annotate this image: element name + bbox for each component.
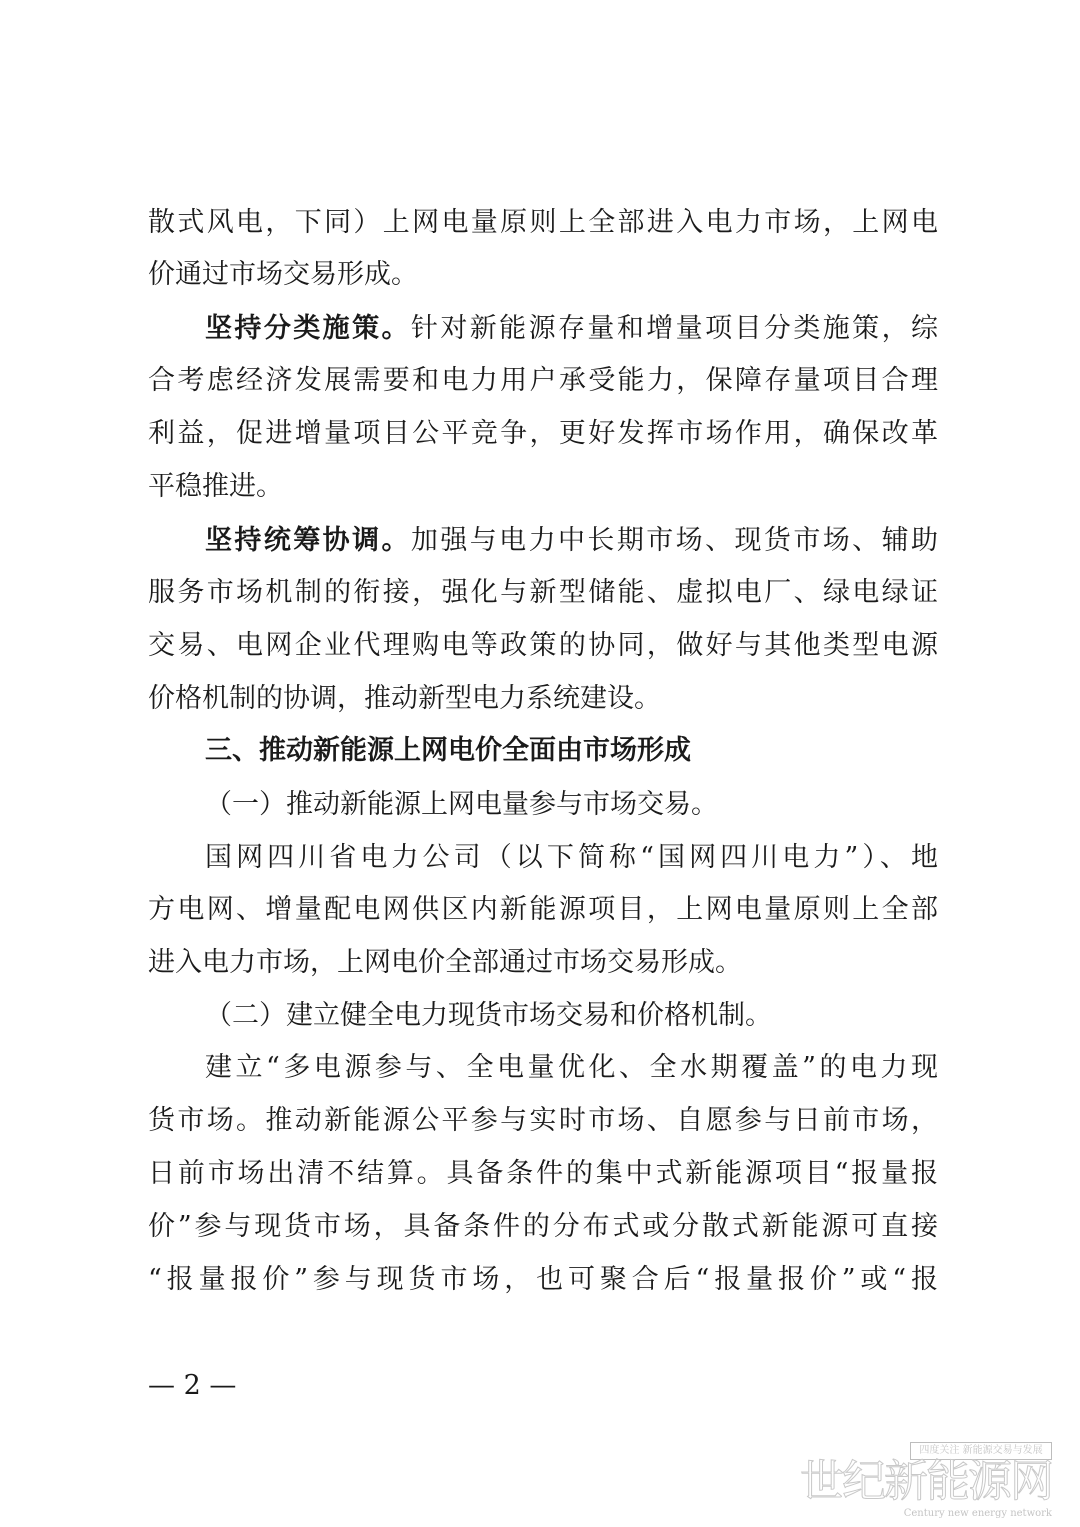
paragraph-line: 价通过市场交易形成。 bbox=[148, 259, 418, 290]
section-heading: 三、推动新能源上网电价全面由市场形成 bbox=[205, 735, 691, 766]
paragraph-line: 货市场。推动新能源公平参与实时市场、自愿参与日前市场， bbox=[148, 1105, 938, 1136]
paragraph-line: 建立“多电源参与、全电量优化、全水期覆盖”的电力现 bbox=[205, 1052, 938, 1083]
subsection-heading: （二）建立健全电力现货市场交易和价格机制。 bbox=[205, 1000, 772, 1031]
paragraph-line: 进入电力市场，上网电价全部通过市场交易形成。 bbox=[148, 947, 742, 978]
principle-heading: 坚持分类施策。 bbox=[205, 313, 411, 344]
watermark-title: 世纪新能源网 bbox=[800, 1456, 1052, 1507]
paragraph-line: 交易、电网企业代理购电等政策的协同，做好与其他类型电源 bbox=[148, 630, 938, 661]
paragraph-line: 坚持统筹协调。加强与电力中长期市场、现货市场、辅助 bbox=[205, 525, 939, 556]
paragraph-line: 价”参与现货市场，具备条件的分布式或分散式新能源可直接 bbox=[148, 1211, 938, 1242]
paragraph-line: 利益，促进增量项目公平竞争，更好发挥市场作用，确保改革 bbox=[148, 418, 938, 449]
paragraph-line: 坚持分类施策。针对新能源存量和增量项目分类施策，综 bbox=[205, 313, 939, 344]
subsection-heading: （一）推动新能源上网电量参与市场交易。 bbox=[205, 789, 718, 820]
watermark-subtitle: Century new energy network bbox=[903, 1508, 1052, 1519]
principle-heading: 坚持统筹协调。 bbox=[205, 525, 411, 556]
paragraph-line: 平稳推进。 bbox=[148, 471, 283, 502]
paragraph-line: 合考虑经济发展需要和电力用户承受能力，保障存量项目合理 bbox=[148, 365, 938, 396]
paragraph-line: 服务市场机制的衔接，强化与新型储能、虚拟电厂、绿电绿证 bbox=[148, 577, 938, 608]
paragraph-line: “报量报价”参与现货市场，也可聚合后“报量报价”或“报 bbox=[148, 1264, 938, 1295]
page-number: — 2 — bbox=[148, 1370, 237, 1401]
paragraph-line: 国网四川省电力公司（以下简称“国网四川电力”）、地 bbox=[205, 842, 938, 873]
watermark-logo bbox=[800, 1442, 1052, 1522]
paragraph-line: 方电网、增量配电网供区内新能源项目，上网电量原则上全部 bbox=[148, 894, 938, 925]
paragraph-line: 日前市场出清不结算。具备条件的集中式新能源项目“报量报 bbox=[148, 1158, 938, 1189]
watermark-tagline: 四度关注 新能源交易与发展 bbox=[910, 1442, 1052, 1460]
paragraph-line: 散式风电，下同）上网电量原则上全部进入电力市场，上网电 bbox=[148, 207, 938, 238]
paragraph-line: 价格机制的协调，推动新型电力系统建设。 bbox=[148, 683, 661, 714]
